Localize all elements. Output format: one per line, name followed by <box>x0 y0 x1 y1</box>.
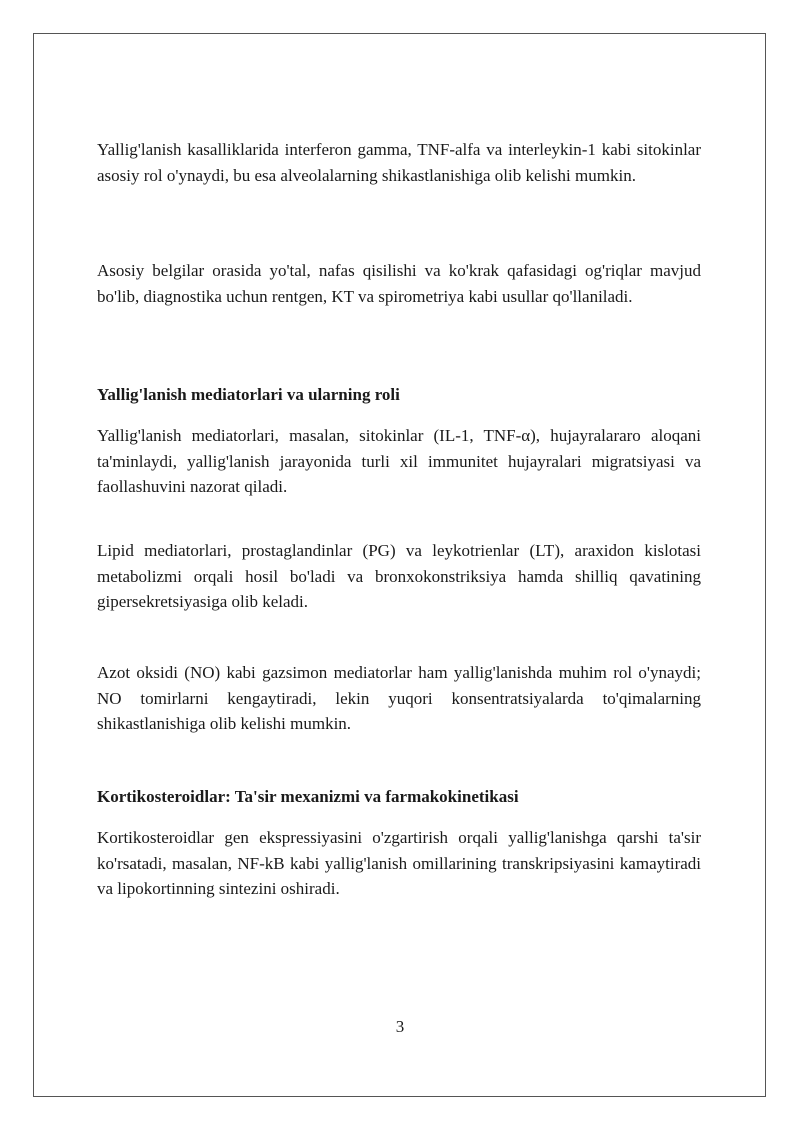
paragraph: Yallig'lanish mediatorlari, masalan, sitokinlar (IL-1, TNF-α), hujayralararo aloqani ta'minlaydi, yallig'lanish jarayonida turli xil immunitet hujayralari migratsiyasi va faollashuvini nazorat qiladi. <box>97 426 701 496</box>
section-heading: Yallig'lanish mediatorlari va ularning roli <box>97 385 400 404</box>
paragraph: Asosiy belgilar orasida yo'tal, nafas qisilishi va ko'krak qafasidagi og'riqlar mavjud bo'lib, diagnostika uchun rentgen, KT va spirometriya kabi usullar qo'llaniladi. <box>97 261 701 306</box>
paragraph: Kortikosteroidlar gen ekspressiyasini o'zgartirish orqali yallig'lanishga qarshi ta'sir ko'rsatadi, masalan, NF-kB kabi yallig'lanish omillarining transkripsiyasini kamaytiradi va lipokortinning sintezini oshiradi. <box>97 828 701 898</box>
page-number: 3 <box>395 1017 405 1036</box>
paragraph: Lipid mediatorlari, prostaglandinlar (PG) va leykotrienlar (LT), araxidon kislotasi metabolizmi orqali hosil bo'ladi va bronxokonstriksiya hamda shilliq qavatining gipersekretsiyasiga olib keladi. <box>97 541 701 611</box>
paragraph: Azot oksidi (NO) kabi gazsimon mediatorlar ham yallig'lanishda muhim rol o'ynaydi; NO tomirlarni kengaytiradi, lekin yuqori konsentratsiyalarda to'qimalarning shikastlanishiga olib kelishi mumkin. <box>97 663 701 733</box>
paragraph: Yallig'lanish kasalliklarida interferon gamma, TNF-alfa va interleykin-1 kabi sitokinlar asosiy rol o'ynaydi, bu esa alveolalarning shikastlanishiga olib kelishi mumkin. <box>97 140 701 185</box>
section-heading: Kortikosteroidlar: Ta'sir mexanizmi va farmakokinetikasi <box>97 787 519 806</box>
